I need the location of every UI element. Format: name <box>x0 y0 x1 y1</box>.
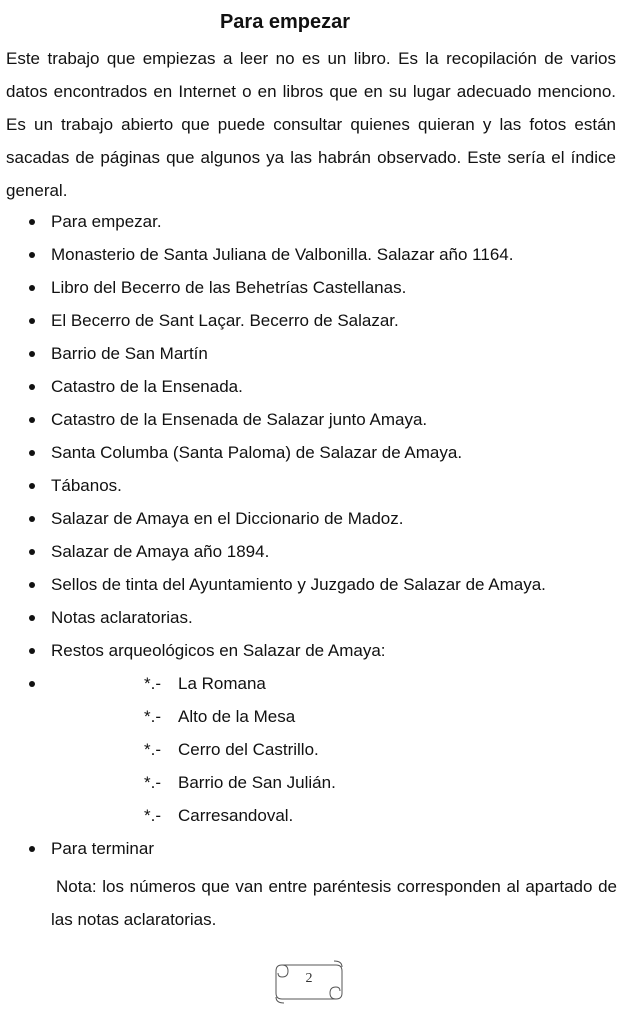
list-item: Para empezar. <box>0 205 630 238</box>
list-item: Catastro de la Ensenada de Salazar junto Amaya. <box>0 403 630 436</box>
sub-item-marker: *.- <box>144 707 161 726</box>
sub-item-marker: *.- <box>144 806 161 825</box>
list-item: Para terminar <box>0 832 630 865</box>
list-item: Salazar de Amaya en el Diccionario de Madoz. <box>0 502 630 535</box>
sub-list-item <box>0 733 630 766</box>
page-number: 2 <box>305 971 313 986</box>
sub-item-text: La Romana <box>178 674 266 693</box>
index-list <box>0 205 630 865</box>
list-item: Notas aclaratorias. <box>0 601 630 634</box>
note-paragraph <box>51 870 617 936</box>
sub-item-text: Carresandoval. <box>178 806 294 825</box>
list-item: Libro del Becerro de las Behetrías Castellanas. <box>0 271 630 304</box>
sub-list-item <box>0 667 630 700</box>
sub-list-item <box>0 700 630 733</box>
page-title: Para empezar <box>219 11 351 33</box>
sub-item-text: Cerro del Castrillo. <box>178 740 319 759</box>
list-item: Monasterio de Santa Juliana de Valbonilla. Salazar año 1164. <box>0 238 630 271</box>
sub-item-text: Alto de la Mesa <box>178 707 296 726</box>
list-item: Salazar de Amaya año 1894. <box>0 535 630 568</box>
sub-item-marker: *.- <box>144 773 161 792</box>
sub-item-marker: *.- <box>144 740 161 759</box>
sub-list-item <box>0 799 630 832</box>
intro-paragraph: Este trabajo que empiezas a leer no es un libro. Es la recopilación de varios datos encontrados en Internet o en libros que en su lugar adecuado menciono. Es un trabajo abierto que puede consultar quienes quieran y las fotos están sacadas de páginas que algunos ya las habrán observado. Este sería el índice general. <box>6 49 616 200</box>
sub-item-marker: *.- <box>144 674 161 693</box>
list-item: Catastro de la Ensenada. <box>0 370 630 403</box>
list-item: Barrio de San Martín <box>0 337 630 370</box>
list-item: Santa Columba (Santa Paloma) de Salazar de Amaya. <box>0 436 630 469</box>
list-item: Tábanos. <box>0 469 630 502</box>
list-item: El Becerro de Sant Laçar. Becerro de Salazar. <box>0 304 630 337</box>
sub-item-text: Barrio de San Julián. <box>178 773 336 792</box>
list-item: Restos arqueológicos en Salazar de Amaya: <box>0 634 630 667</box>
list-item: Sellos de tinta del Ayuntamiento y Juzgado de Salazar de Amaya. <box>0 568 630 601</box>
sub-list-container <box>0 667 630 832</box>
sub-list-item <box>0 766 630 799</box>
sub-list <box>0 667 630 832</box>
note-text: Nota: los números que van entre paréntesis corresponden al apartado de las notas aclaratorias. <box>51 877 617 929</box>
